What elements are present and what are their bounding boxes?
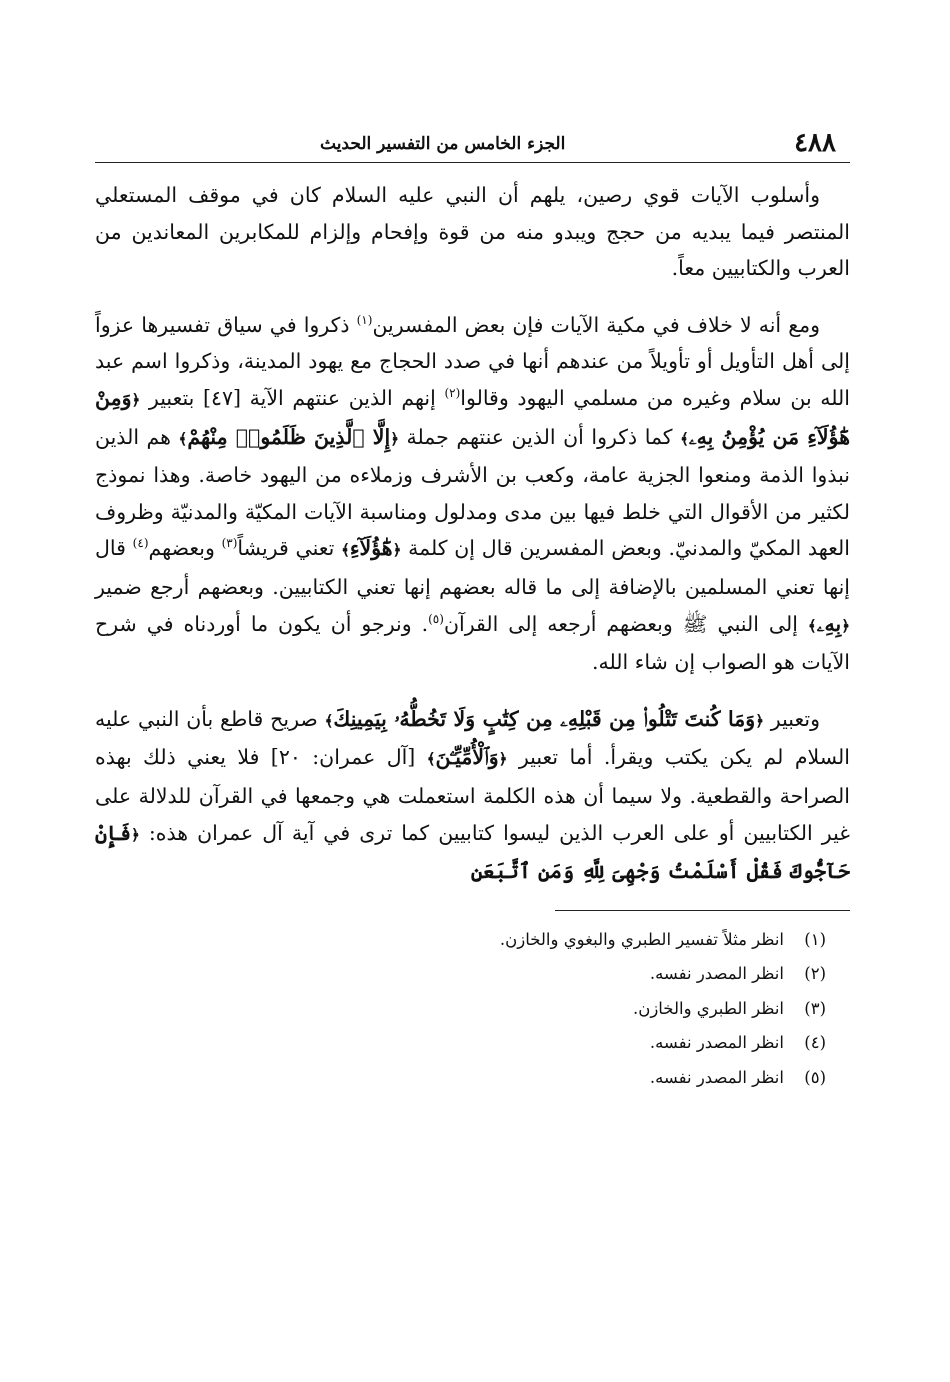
quran-quote <box>179 425 399 449</box>
ornate-bracket-open-icon: ﴿ <box>755 711 764 730</box>
running-title: الجزء الخامس من التفسير الحديث <box>320 134 566 154</box>
ornate-bracket-open-icon: ﴿ <box>392 541 402 560</box>
footnote-text: انظر الطبري والخازن. <box>632 998 784 1018</box>
footnote-1 <box>95 923 826 958</box>
quran-quote <box>341 536 401 560</box>
footnote-text: انظر المصدر نفسه. <box>649 1067 784 1087</box>
ornate-bracket-open-icon: ﴿ <box>131 390 141 409</box>
ornate-bracket-close-icon: ﴾ <box>341 541 350 560</box>
footnote-number: (٥) <box>804 1067 826 1087</box>
footnote-5 <box>95 1061 826 1096</box>
paragraph-3 <box>95 701 850 890</box>
text-run: صريح قاطع بأن النبي عليه السلام لم يكن يكتب ويقرأ. أما تعبير <box>95 706 850 770</box>
quran-text: وَمَا كُنتَ تَتْلُوا۟ مِن قَبْلِهِۦ مِن كِتَٰبٍ وَلَا تَخُطُّهُۥ بِيَمِينِكَ <box>333 706 756 731</box>
footnote-3 <box>95 992 826 1027</box>
footnote-ref-3: (٣) <box>221 536 238 551</box>
text-run: . ونرجو أن يكون ما أوردناه في شرح الآيات هو الصواب إن شاء الله. <box>95 611 850 675</box>
quran-text: هَٰٓؤُلَآءِ <box>349 536 393 561</box>
footnote-text: انظر المصدر نفسه. <box>649 964 784 984</box>
text-run: وتعبير <box>763 706 820 731</box>
footnote-number: (١) <box>804 929 826 949</box>
footnote-text: انظر مثلاً تفسير الطبري والبغوي والخازن. <box>499 929 784 949</box>
ornate-bracket-open-icon: ﴿ <box>841 616 850 635</box>
quran-text: إِلَّا ٱلَّذِينَ ظَلَمُوا۟ مِنْهُمْ <box>187 424 391 449</box>
text-run: كما ذكروا أن الذين عنتهم جملة <box>398 424 681 449</box>
footnote-number: (٢) <box>804 964 826 984</box>
ornate-bracket-close-icon: ﴾ <box>426 750 436 769</box>
ornate-bracket-open-icon: ﴿ <box>390 429 399 448</box>
text-run: إنهم الذين عنتهم الآية [٤٧] بتعبير <box>140 385 445 410</box>
quran-quote <box>427 745 508 769</box>
quran-text: بِهِۦ <box>816 611 842 636</box>
text-run: [آل عمران: ٢٠] فلا يعني ذلك بهذه الصراحة والقطعية. ولا سيما أن هذه الكلمة استعملت هي وجمعها في القرآن للدلالة على غير الكتابيين أو على العرب الذين ليسوا كتابيين كما ترى في آية آل عمران هذه: <box>95 745 850 845</box>
quran-text: وَٱلْأُمِّيِّـۧنَ <box>435 745 499 770</box>
body-text <box>95 177 850 890</box>
book-page <box>95 118 850 1095</box>
ornate-bracket-open-icon: ﴿ <box>498 750 508 769</box>
quran-quote <box>808 612 850 636</box>
text-run: تعني قريشاً <box>237 536 342 561</box>
text-run: وبعضهم <box>148 536 222 561</box>
footnotes <box>95 923 850 1096</box>
page-header <box>95 118 850 163</box>
paragraph-2 <box>95 307 850 681</box>
footnote-divider <box>555 910 850 911</box>
ornate-bracket-close-icon: ﴾ <box>324 711 334 730</box>
ornate-bracket-close-icon: ﴾ <box>680 429 689 448</box>
footnote-ref-4: (٤) <box>132 536 149 551</box>
ornate-bracket-open-icon: ﴿ <box>131 825 140 844</box>
footnote-ref-1: (١) <box>356 312 373 327</box>
paragraph-1-text: وأسلوب الآيات قوي رصين، يلهم أن النبي عليه السلام كان في موقف المستعلي المنتصر فيما يبديه من حجج ويبدو منه من قوة وإفحام وإلزام للمكابرين المعاندين من العرب والكتابيين معاً. <box>95 183 850 281</box>
footnote-4 <box>95 1026 826 1061</box>
text-run: هم الذين نبذوا الذمة ومنعوا الجزية عامة، وكعب بن الأشرف وزملاءه من اليهود خاصة. وهذا نموذج لكثير من الأقوال التي خلط فيها بين مدى ومدلول ومناسبة الآيات المكيّة والمدنيّة وظروف العهد المكيّ والمدنيّ. وبعض المفسرين قال إن كلمة <box>95 424 850 561</box>
ornate-bracket-close-icon: ﴾ <box>178 429 188 448</box>
footnote-ref-2: (٢) <box>444 386 461 401</box>
footnote-ref-5: (٥) <box>428 611 444 626</box>
text-run: إلى النبي ﷺ وبعضهم أرجعه إلى القرآن <box>443 611 808 636</box>
text-run: ومع أنه لا خلاف في مكية الآيات فإن بعض المفسرين <box>372 312 820 337</box>
ornate-bracket-close-icon: ﴾ <box>807 616 817 635</box>
footnote-number: (٣) <box>804 998 826 1018</box>
page-number: ٤٨٨ <box>794 128 836 158</box>
footnote-number: (٤) <box>804 1033 826 1053</box>
paragraph-1 <box>95 177 850 287</box>
quran-text: فَإِنْ حَآجُّوكَ فَقُلْ أَسْلَمْتُ وَجْهِىَ لِلَّهِ وَمَنِ ٱتَّبَعَنِ <box>95 820 850 884</box>
text-run: ذكروا في سياق تفسيرها عزواً إلى أهل التأويل أو تأويلاً من عندهم أنها في صدد الحجاج مع يهود المدينة، وذكروا اسم عبد الله بن سلام وغيره من مسلمي اليهود وقالوا <box>95 312 850 410</box>
footnote-text: انظر المصدر نفسه. <box>649 1033 784 1053</box>
text-run: قال إنها تعني المسلمين بالإضافة إلى ما قاله بعضهم إنها تعني الكتابيين. وبعضهم أرجع ضمير <box>95 536 850 599</box>
quran-quote <box>325 707 764 731</box>
footnote-2 <box>95 957 826 992</box>
quran-text: وَمِنْ هَٰٓؤُلَآءِ مَن يُؤْمِنُ بِهِۦ <box>95 385 850 449</box>
